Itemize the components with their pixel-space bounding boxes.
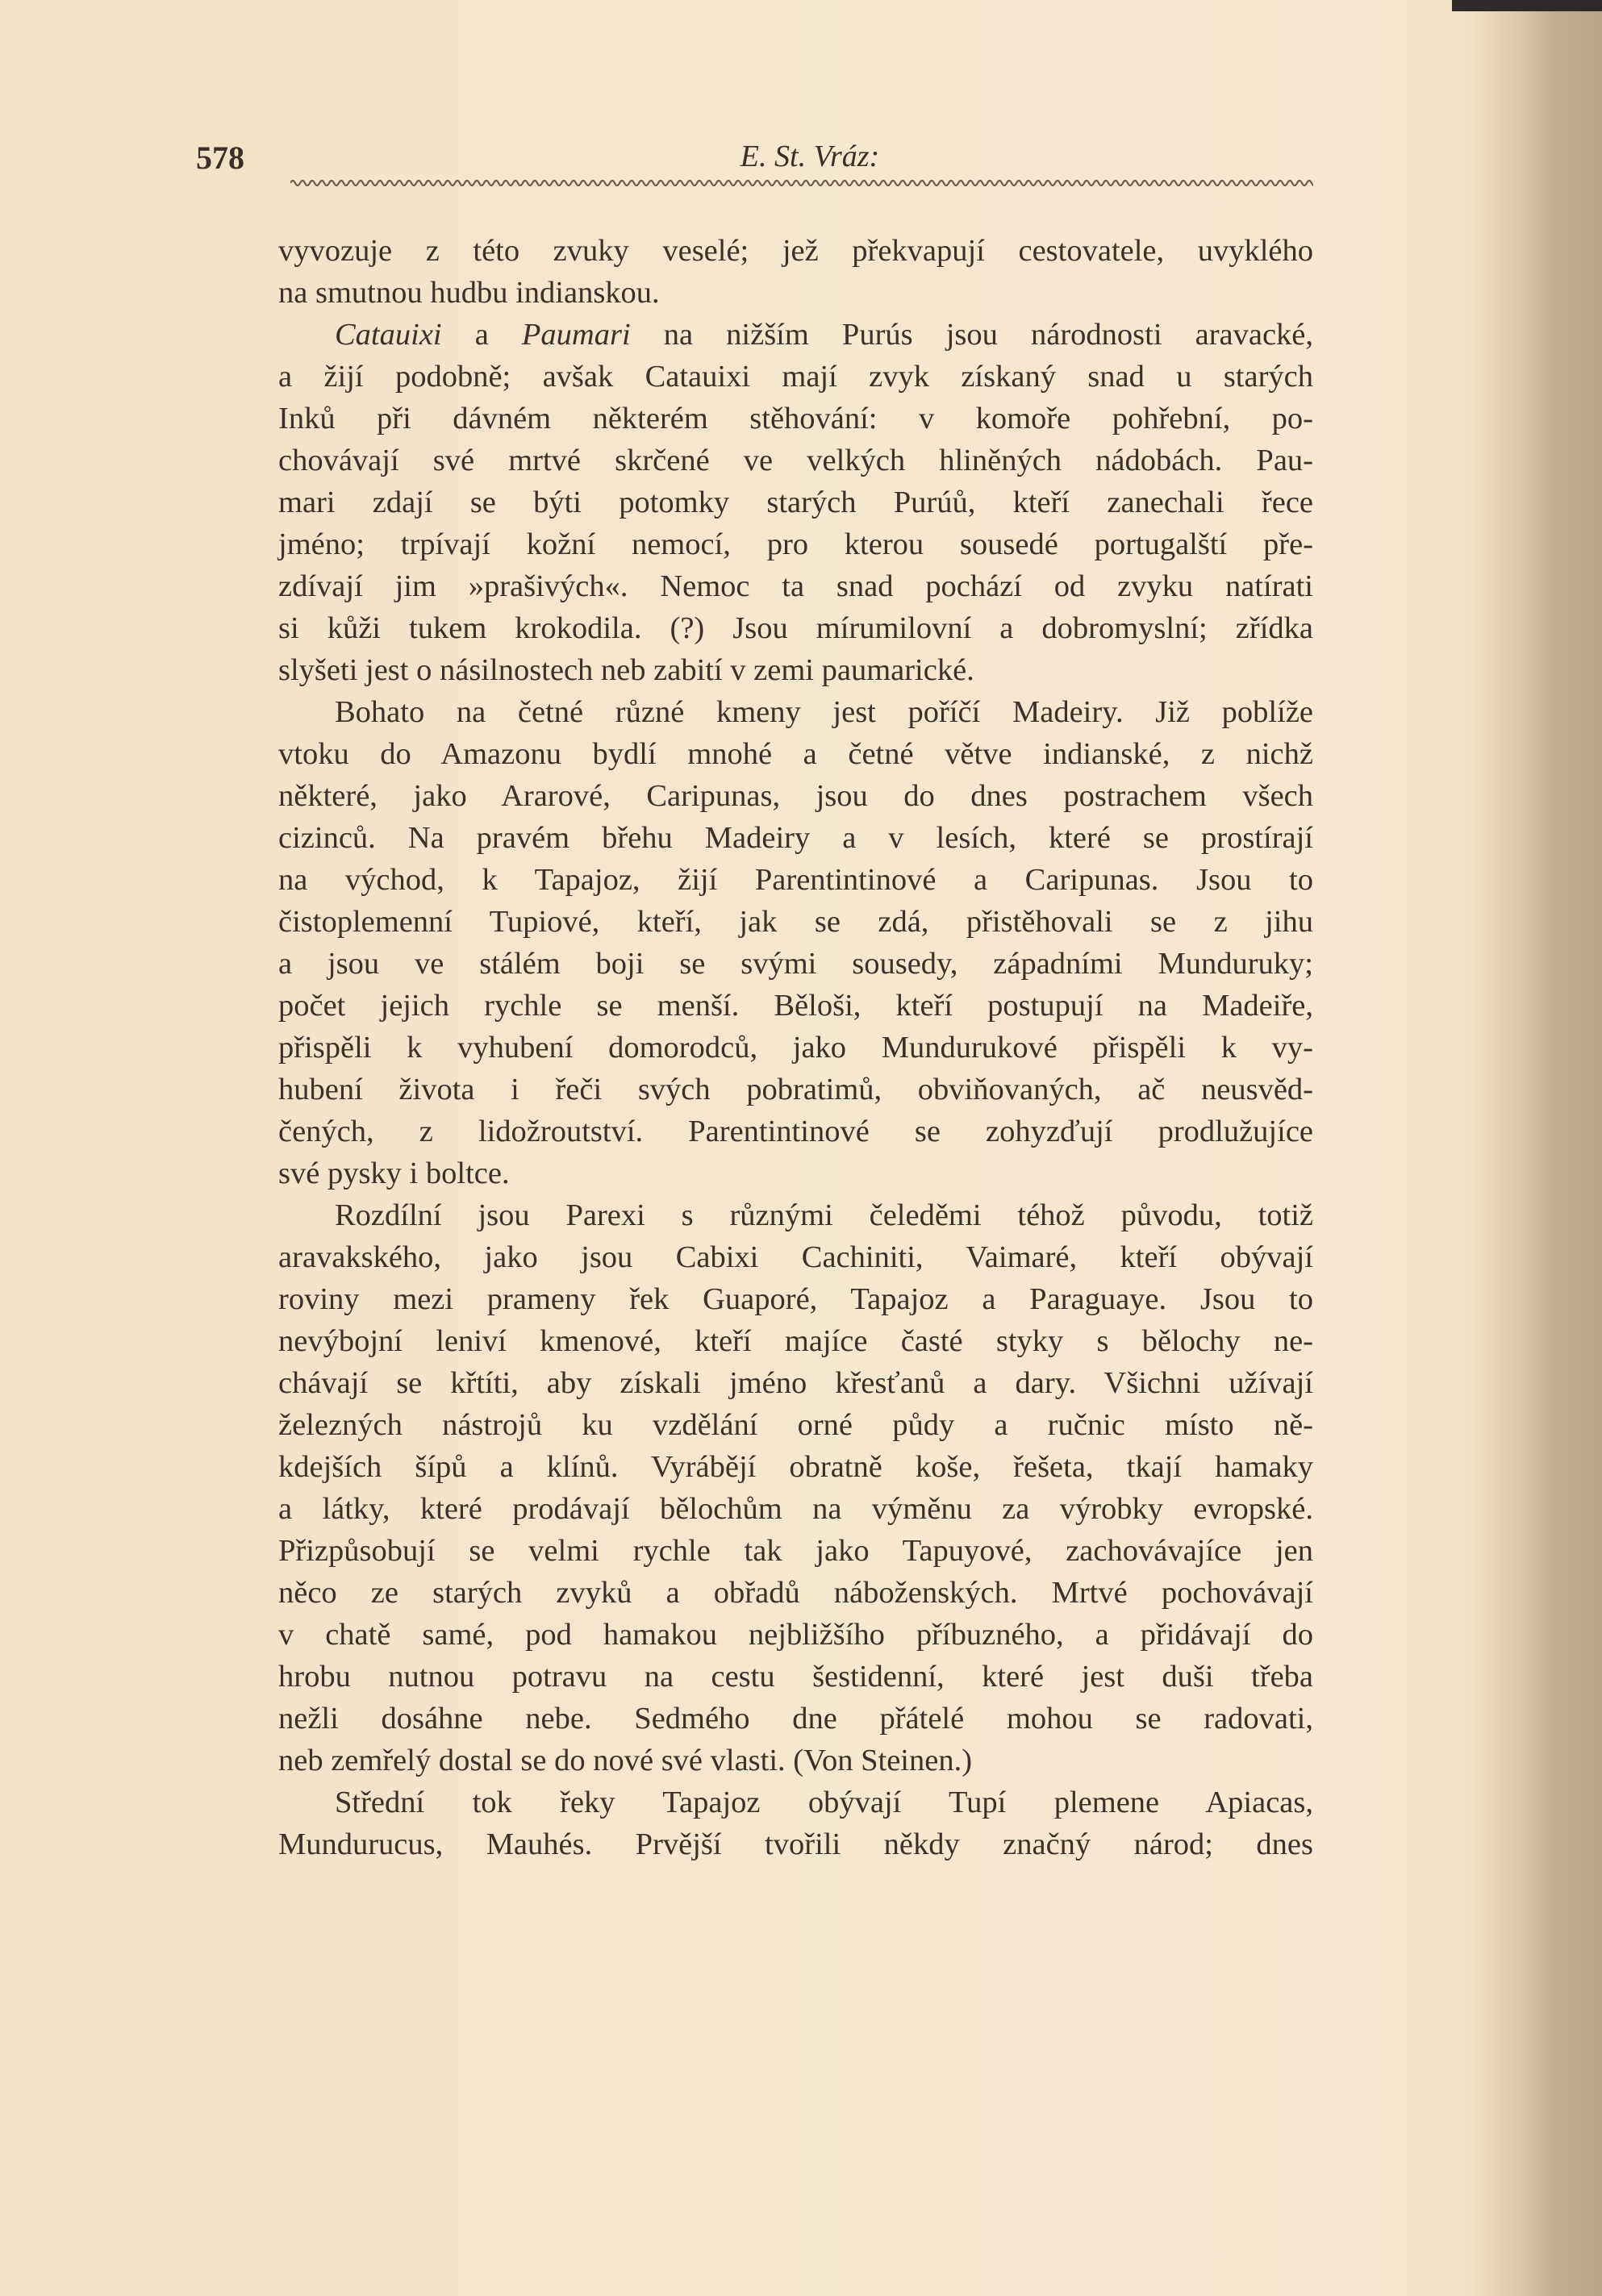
- text-line: Střední tok řeky Tapajoz obývají Tupí plemene Apiacas,: [335, 1786, 1313, 1819]
- text-line: přispěli k vyhubení domorodců, jako Mundurukové přispěli k vy-: [278, 1031, 1313, 1065]
- text-line: počet jejich rychle se menší. Běloši, kteří postupují na Madeiře,: [278, 989, 1313, 1023]
- text-line: jméno; trpívají kožní nemocí, pro kterou sousedé portugalští pře-: [278, 527, 1313, 561]
- text-line: některé, jako Ararové, Caripunas, jsou do dnes postrachem všech: [278, 779, 1313, 813]
- text-line: vtoku do Amazonu bydlí mnohé a četné větve indianské, z nichž: [278, 737, 1313, 771]
- text-line: neb zemřelý dostal se do nové své vlasti. (Von Steinen.): [278, 1744, 973, 1777]
- text-line: cizinců. Na pravém břehu Madeiry a v lesích, které se prostírají: [278, 821, 1313, 855]
- text-line: své pysky i boltce.: [278, 1156, 510, 1190]
- text-line: a žijí podobně; avšak Catauixi mají zvyk získaný snad u starých: [278, 360, 1313, 394]
- text-segment: a: [441, 318, 522, 352]
- body-text: [278, 230, 1313, 1865]
- paragraph: [278, 1781, 1313, 1865]
- text-line: něco ze starých zvyků a obřadů náboženských. Mrtvé pochovávají: [278, 1576, 1313, 1610]
- text-line: nežli dosáhne nebe. Sedmého dne přátelé mohou se radovati,: [278, 1702, 1313, 1736]
- text-line: a jsou ve stálém boji se svými sousedy, západními Munduruky;: [278, 947, 1313, 981]
- text-line: slyšeti jest o násilnostech neb zabití v zemi paumarické.: [278, 653, 974, 687]
- text-line: čistoplemenní Tupiové, kteří, jak se zdá, přistěhovali se z jihu: [278, 905, 1313, 939]
- text-line: si kůži tukem krokodila. (?) Jsou mírumilovní a dobromyslní; zřídka: [278, 611, 1313, 645]
- text-line: hrobu nutnou potravu na cestu šestidenní, které jest duši třeba: [278, 1660, 1313, 1694]
- paragraph: [278, 314, 1313, 691]
- text-line: mari zdají se býti potomky starých Purúů, kteří zanechali řece: [278, 485, 1313, 519]
- text-line: Bohato na četné různé kmeny jest poříčí Madeiry. Již poblíže: [335, 695, 1313, 729]
- text-line: roviny mezi prameny řek Guaporé, Tapajoz a Paraguaye. Jsou to: [278, 1282, 1313, 1316]
- text-line: nevýbojní leniví kmenové, kteří majíce časté styky s bělochy ne-: [278, 1324, 1313, 1358]
- text-line: na východ, k Tapajoz, žijí Parentintinové a Caripunas. Jsou to: [278, 863, 1313, 897]
- text-line: zdívají jim »prašivých«. Nemoc ta snad pochází od zvyku natírati: [278, 569, 1313, 603]
- text-line: v chatě samé, pod hamakou nejbližšího příbuzného, a přidávají do: [278, 1618, 1313, 1652]
- italic-name: Catauixi: [335, 318, 442, 352]
- italic-name: Paumari: [521, 318, 631, 352]
- text-line: Inků při dávném některém stěhování: v komoře pohřební, po-: [278, 402, 1313, 435]
- text-line: aravakského, jako jsou Cabixi Cachiniti, Vaimaré, kteří obývají: [278, 1240, 1313, 1274]
- text-line: železných nástrojů ku vzdělání orné půdy a ručnic místo ně-: [278, 1408, 1313, 1442]
- text-line: čených, z lidožroutství. Parentintinové se zohyzďují prodlužujíce: [278, 1115, 1313, 1148]
- text-line: chávají se křtíti, aby získali jméno křesťanů a dary. Všichni užívají: [278, 1366, 1313, 1400]
- text-line: hubení života i řeči svých pobratimů, obviňovaných, ač neusvěd-: [278, 1073, 1313, 1106]
- paragraph: [278, 691, 1313, 1194]
- text-line: Mundurucus, Mauhés. Prvější tvořili někdy značný národ; dnes: [278, 1827, 1313, 1861]
- text-line: na smutnou hudbu indianskou.: [278, 276, 660, 310]
- text-line: [278, 314, 1313, 356]
- paragraph: [278, 230, 1313, 314]
- text-line: vyvozuje z této zvuky veselé; jež překvapují cestovatele, uvyklého: [278, 234, 1313, 268]
- scan-edge-bar: [1452, 0, 1602, 11]
- text-line: Rozdílní jsou Parexi s různými čeleděmi téhož původu, totiž: [335, 1198, 1313, 1232]
- text-segment: na nižším Purús jsou národnosti aravacké,: [630, 318, 1313, 352]
- text-line: kdejších šípů a klínů. Vyrábějí obratně koše, řešeta, tkají hamaky: [278, 1450, 1313, 1484]
- paragraph: [278, 1194, 1313, 1781]
- text-line: Přizpůsobují se velmi rychle tak jako Tapuyové, zachovávajíce jen: [278, 1534, 1313, 1568]
- text-line: chovávají své mrtvé skrčené ve velkých hliněných nádobách. Pau-: [278, 444, 1313, 477]
- running-head: E. St. Vráz:: [740, 140, 880, 173]
- text-line: a látky, které prodávají bělochům na výměnu za výrobky evropské.: [278, 1492, 1313, 1526]
- wavy-header-rule: [290, 176, 1313, 189]
- page-number: 578: [196, 140, 244, 176]
